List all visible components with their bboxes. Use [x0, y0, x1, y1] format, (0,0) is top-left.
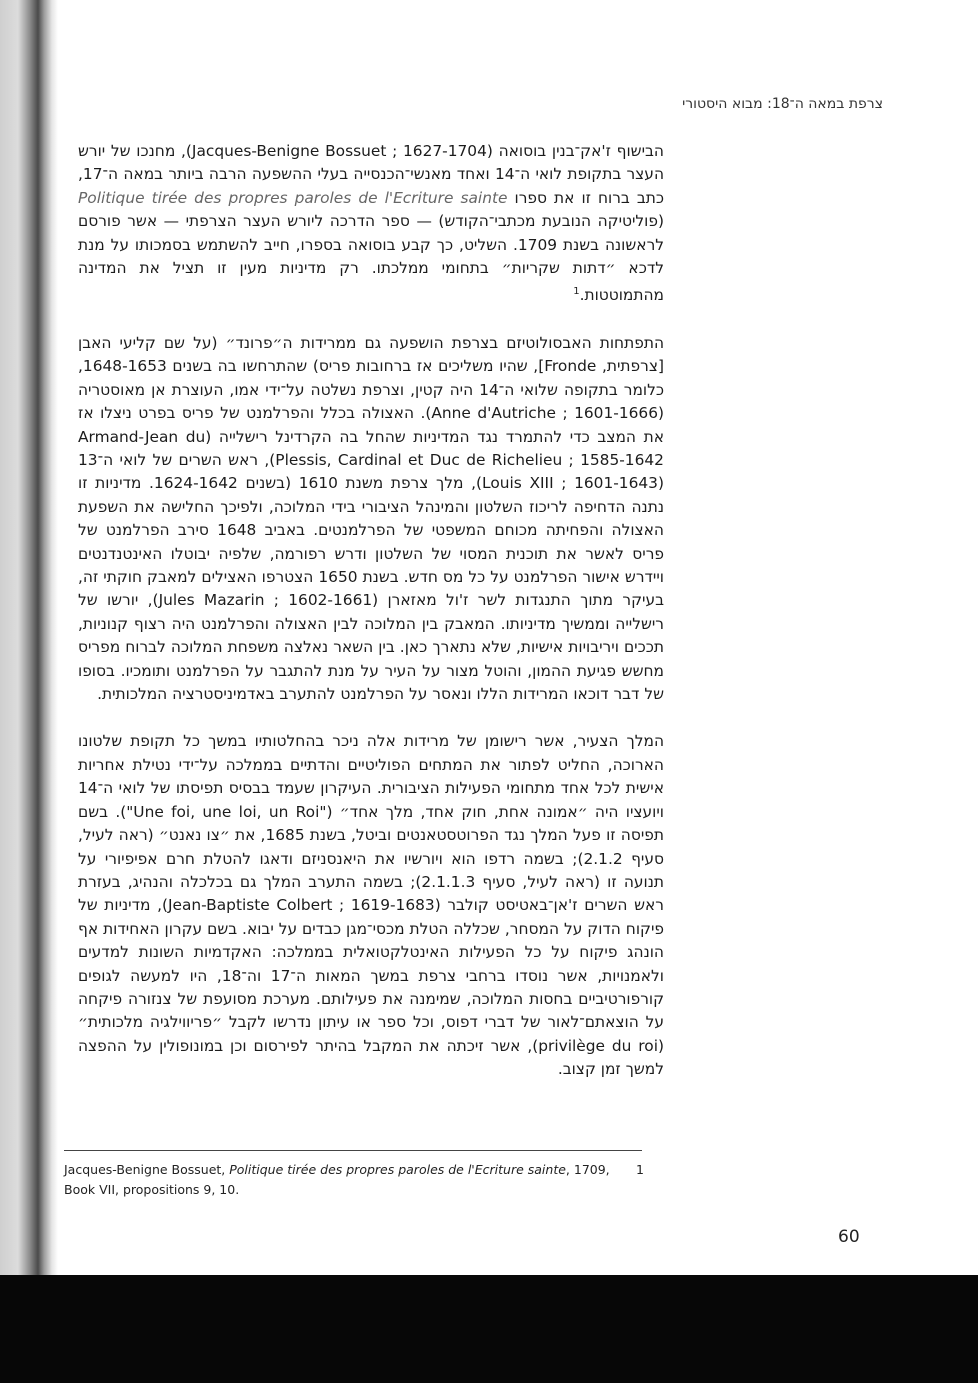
footnote-number: 1 — [636, 1162, 644, 1177]
footnote-text: Jacques-Benigne Bossuet, Politique tirée des propres paroles de l'Ecriture sainte, 1709, Book VII, propositions 9, 10. — [64, 1162, 610, 1197]
footnote-reference[interactable]: 1 — [573, 286, 580, 298]
paragraph-young-king: המלך הצעיר, אשר רישומן של מרידות אלה ניכר בהחלטותיו במשך כל תקופת שלטונו הארוכה, החליט לפתור את המתחים הפוליטיים והדתיים בממלכה על־ידי נטילת אחריות אישית לכל אחד מתחומי הפעילות הציבורית. העיקרון שעמד בבסיס תפיסתו של לואי ה־14 ויועציו היה ״אמונה אחת, חוק אחד, מלך אחד״ ("Une foi, une loi, un Roi"). בשם תפיסה זו פעל המלך נגד הפרוטסטאנטים וביטל, בשנת 1685, את ״צו נאנט״ (ראה לעיל, סעיף 2.1.2); בשמה רדפו הוא ויורשיו את היאנסניזם ודאגו להטלת חרם אפיפיורי על תנועה זו (ראה לעיל, סעיף 2.1.1.3); בשמה התערב המלך גם בכלכלה והנהיג, בעזרת ראש השרים ז'אן־באטיסט קולבר (Jean-Baptiste Colbert ; 1619-1683), מדיניות של פיקוח הדוק על המסחר, שכללה הטלת מכסי־מגן כבדים על יבוא. בשם עקרון האחידות אף הונהג פיקוח על כל הפעילות האינטלקטואלית בממלכה: האקדמיות השונות למדעים ולאמנויות, אשר נוסדו ברחבי צרפת במשך המאות ה־17 וה־18, היו למעשה לגופים קורפורטיביים בחסות המלוכה, שמימנה את פעילותם. מערכת מסועפת של צנזורה פיקחה על הוצאתם־לאור של דברי דפוס, וכל ספר או עיתון נדרשו לקבל ״פריווילגיה מלכותית״ (privilège du roi), אשר זיכתה את המקבל בהיתר לפירסום וכן במונופולין על ההפצה למשך זמן קצוב. — [78, 732, 665, 1079]
main-text — [78, 140, 664, 1106]
footnote-book-title: Politique tirée des propres paroles de l'Ecriture sainte — [229, 1162, 566, 1177]
book-title: Politique tirée des propres paroles de l'Ecriture sainte — [78, 188, 508, 207]
paragraph-bossuet: הבישוף ז'אק־בנין בוסואה (Jacques-Benigne Bossuet ; 1627-1704), מחנכו של יורש העצר בתקופת לואי ה־14 ואחד מאנשי־הכנסייה בעלי ההשפעה הרבה ביותר במאה ה־17, כתב ברוח זו את ספרו Politique tirée des propres paroles de l'Ecriture sainte (פוליטיקה הנובעת מכתבי־הקודש) — ספר הדרכה ליורש העצר הצרפתי — אשר פורסם לראשונה בשנת 1709. השליט, כך קבע בוסואה בספרו, חייב להשתמש בסמכותו על מנת לדכא ״דתות שקריות״ בתחומי ממלכתו. רק מדיניות מעין זו תציל את המדינה מהתמוטטות.$^1$ — [78, 142, 665, 305]
scan-dark-edge — [0, 1275, 978, 1383]
book-binding-shadow — [0, 0, 58, 1383]
paragraph-fronde: התפתחות האבסולוטיזם בצרפת הושפעה גם ממרידות ה״פרונד״ (על שם קליעי האבן [צרפתית, Fronde], שהיו משליכים אז ברחובות פריס) שהתרחשו בה בשנים 1648-1653, כלומר בתקופה שלואי ה־14 היה קטין, וצרפת נשלטה על־ידי אמו, העוצרת אן מאוסטריה (Anne d'Autriche ; 1601-1666). האצולה בכלל והפרלמנט של פריס בפרט ניצלו אז את המצב כדי להתמרד נגד המדיניות שהחל בה הקרדינל רישלייה (Armand-Jean du Plessis, Cardinal et Duc de Richelieu ; 1585-1642), ראש השרים של לואי ה־13 (Louis XIII ; 1601-1643), מלך צרפת משנת 1610 (בשנים 1624-1642. מדיניות זו נתנה הדחיפה לריכוז השלטון והמינהל הציבורי בידי המלוכה, ולפיכך החלישה את השפעת האצולה והפחיתה מכוחם המשפטי של הפרלמנטים. באביב 1648 סירב הפרלמנט של פריס לאשר את תוכנית המסוי של השלטון ודרש רפורמה, שלפיה יבוטלו האינטנדנטים ויידרש אישור הפרלמנט על כל מס חדש. בשנת 1650 הצטרפו האצילים למאבק חוקתי זה, בעיקר מתוך התנגדות לשר ז'ול מאזארן (Jules Mazarin ; 1602-1661), יורשו של רישלייה וממשיך מדיניותו. המאבק בין המלוכה לבין האצולה והפרלמנט היה רצוף קנוניות, תככים ויריבויות אישיות, שלא נתארך כאן. בין השאר נאלצה משפחת המלוכה לברוח מפריס מחשש פגיעת ההמון, והוטל מצור על העיר על מנת להתגבר על הפרלמנט ותומכיו. בסופו של דבר דוכאו המרידות הללו ונאסר על הפרלמנט להתערב באדמיניסטרציה המלכותית. — [78, 333, 664, 704]
page-number: 60 — [838, 1227, 860, 1247]
footnote-divider — [64, 1150, 642, 1151]
running-header: צרפת במאה ה־18: מבוא היסטורי — [682, 96, 883, 112]
footnote — [64, 1160, 644, 1200]
